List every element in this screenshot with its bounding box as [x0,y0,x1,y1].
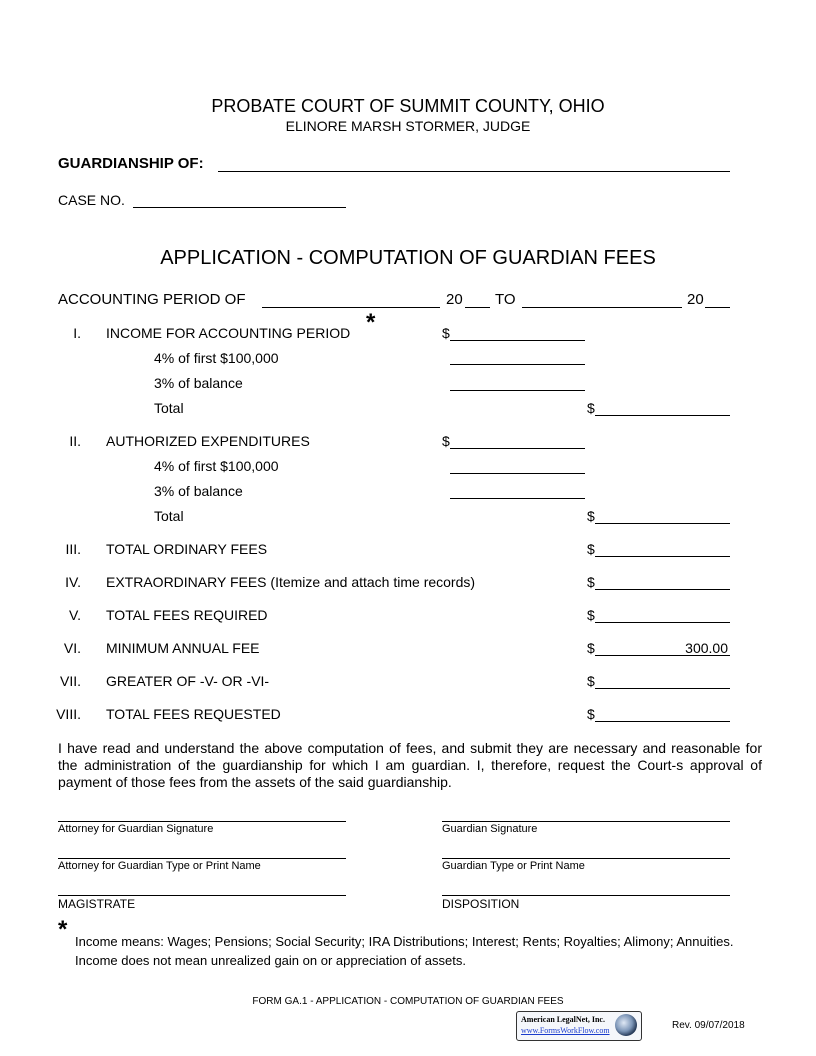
income-total-label: Total [154,400,184,416]
dollar-sign: $ [442,325,450,341]
expenditures-label: AUTHORIZED EXPENDITURES [106,433,310,449]
form-title: APPLICATION - COMPUTATION OF GUARDIAN FEES [160,247,656,269]
period-start-year-prefix: 20 [446,291,463,308]
ordinary-fees-field[interactable] [595,556,730,557]
fees-requested-label: TOTAL FEES REQUESTED [106,706,281,722]
period-to-label: TO [495,291,516,308]
applicant-statement: I have read and understand the above computation of fees, and submit they are necessary and reasonable for the administration of the guardianship for which I am guardian. I, therefore, request the Court-s approval of payment of those fees from the assets of the said guardianship. [58,740,762,790]
minimum-fee-value: 300.00 [685,640,728,656]
income-asterisk: * [366,309,376,336]
extraordinary-fees-label: EXTRAORDINARY FEES (Itemize and attach time records) [106,574,476,590]
guardianship-of-field[interactable] [218,171,730,172]
footnote-line-2: Income does not mean unrealized gain on or appreciation of assets. [75,953,466,968]
attorney-name-field[interactable] [58,858,346,859]
accounting-period-label: ACCOUNTING PERIOD OF [58,291,246,308]
disposition-field[interactable] [442,895,730,896]
income-four-percent-label: 4% of first $100,000 [154,350,279,366]
section-number: VIII. [56,706,81,722]
revision-date: Rev. 09/07/2018 [672,1020,745,1031]
dollar-sign: $ [587,640,595,656]
minimum-fee-label: MINIMUM ANNUAL FEE [106,640,260,656]
income-four-percent-field[interactable] [450,364,585,365]
magistrate-field[interactable] [58,895,346,896]
attorney-signature-field[interactable] [58,821,346,822]
disposition-label: DISPOSITION [442,897,520,911]
expenditures-three-percent-field[interactable] [450,498,585,499]
case-number-field[interactable] [133,207,346,208]
expenditures-total-label: Total [154,508,184,524]
judge-name: ELINORE MARSH STORMER, JUDGE [285,118,531,134]
court-name: PROBATE COURT OF SUMMIT COUNTY, OHIO [211,96,605,116]
dollar-sign: $ [587,574,595,590]
income-amount-field[interactable] [450,340,585,341]
greater-of-label: GREATER OF -V- OR -VI- [106,673,270,689]
expenditures-three-percent-label: 3% of balance [154,483,243,499]
logo-website-link[interactable]: www.FormsWorkFlow.com [521,1026,610,1035]
magistrate-label: MAGISTRATE [58,897,136,911]
period-end-year-field[interactable] [705,307,730,308]
logo-company-name: American LegalNet, Inc. [521,1015,605,1024]
dollar-sign: $ [587,508,595,524]
fees-requested-field[interactable] [595,721,730,722]
attorney-signature-label: Attorney for Guardian Signature [58,823,214,835]
extraordinary-fees-field[interactable] [595,589,730,590]
guardian-name-field[interactable] [442,858,730,859]
guardianship-label: GUARDIANSHIP OF: [58,155,204,172]
section-number: III. [65,541,81,557]
guardian-signature-label: Guardian Signature [442,823,538,835]
expenditures-amount-field[interactable] [450,448,585,449]
american-legalnet-logo[interactable] [516,1011,642,1041]
section-number: IV. [65,574,81,590]
dollar-sign: $ [442,433,450,449]
greater-of-field[interactable] [595,688,730,689]
period-start-field[interactable] [262,307,440,308]
income-three-percent-label: 3% of balance [154,375,243,391]
period-end-field[interactable] [522,307,682,308]
expenditures-total-field[interactable] [595,523,730,524]
section-number: V. [69,607,81,623]
dollar-sign: $ [587,541,595,557]
case-number-label: CASE NO. [58,192,125,208]
fees-required-label: TOTAL FEES REQUIRED [106,607,268,623]
fees-required-field[interactable] [595,622,730,623]
expenditures-four-percent-label: 4% of first $100,000 [154,458,279,474]
dollar-sign: $ [587,706,595,722]
attorney-name-label: Attorney for Guardian Type or Print Name [58,860,261,872]
ordinary-fees-label: TOTAL ORDINARY FEES [106,541,268,557]
dollar-sign: $ [587,673,595,689]
guardian-signature-field[interactable] [442,821,730,822]
income-total-field[interactable] [595,415,730,416]
period-start-year-field[interactable] [465,307,490,308]
period-end-year-prefix: 20 [687,291,704,308]
dollar-sign: $ [587,400,595,416]
dollar-sign: $ [587,607,595,623]
section-number: VII. [59,673,81,689]
section-number: I. [73,325,81,341]
footnote-asterisk: * [58,916,68,943]
income-label: INCOME FOR ACCOUNTING PERIOD [106,325,351,341]
section-number: II. [69,433,81,449]
globe-icon [615,1014,637,1036]
footnote-line-1: Income means: Wages; Pensions; Social Security; IRA Distributions; Interest; Rents; Royalties; Alimony; Annuities. [75,934,734,949]
expenditures-four-percent-field[interactable] [450,473,585,474]
form-number: FORM GA.1 - APPLICATION - COMPUTATION OF GUARDIAN FEES [252,996,564,1007]
section-number: VI. [63,640,81,656]
guardian-name-label: Guardian Type or Print Name [442,860,585,872]
income-three-percent-field[interactable] [450,390,585,391]
